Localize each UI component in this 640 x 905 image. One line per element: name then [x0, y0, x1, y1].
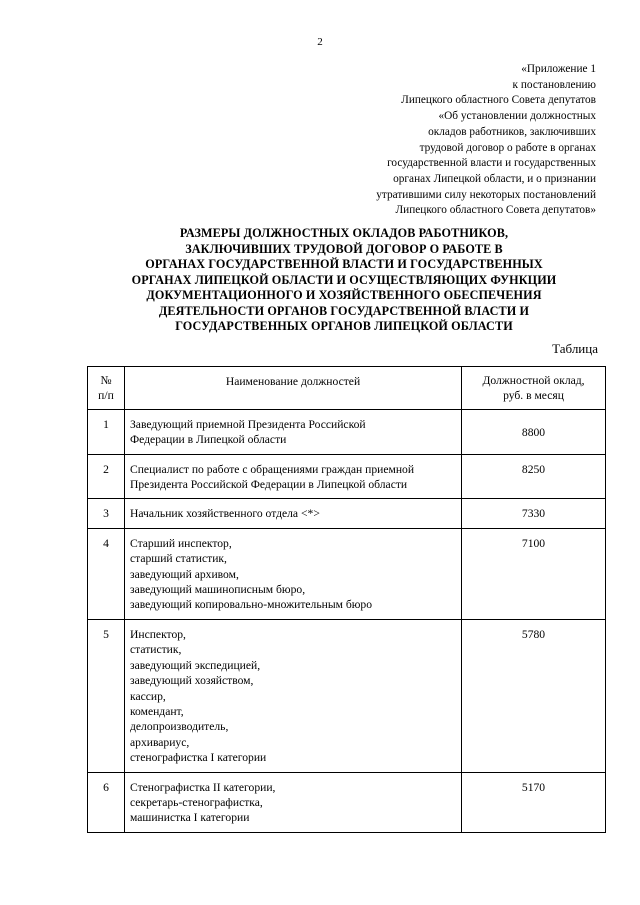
salary-table: [87, 366, 606, 833]
row-name-line: Инспектор,: [130, 627, 186, 641]
row-salary: 8800: [462, 409, 606, 454]
row-name-line: Старший инспектор,: [130, 536, 232, 550]
appendix-line: к постановлению: [512, 78, 596, 91]
table-header-row: [88, 367, 606, 410]
header-salary-line: руб. в месяц: [503, 389, 564, 403]
row-name-line: заведующий экспедицией,: [130, 658, 261, 672]
row-name: [125, 619, 462, 772]
title-line: ОРГАНАХ ЛИПЕЦКОЙ ОБЛАСТИ И ОСУЩЕСТВЛЯЮЩИХ ФУНКЦИИ: [131, 272, 557, 287]
row-name-line: стенографистка I категории: [130, 751, 267, 765]
header-name: [125, 367, 462, 410]
document-title: [88, 226, 600, 335]
row-name-line: секретарь-стенографистка,: [130, 795, 263, 809]
appendix-line: трудовой договор о работе в органах: [419, 141, 596, 154]
title-line: ГОСУДАРСТВЕННЫХ ОРГАНОВ ЛИПЕЦКОЙ ОБЛАСТИ: [175, 319, 513, 333]
table-row: [88, 772, 606, 832]
title-line: ОРГАНАХ ГОСУДАРСТВЕННОЙ ВЛАСТИ И ГОСУДАРСТВЕННЫХ: [145, 257, 543, 271]
row-num: 2: [88, 454, 125, 499]
row-name: [125, 528, 462, 619]
row-salary: 5170: [462, 772, 606, 832]
table-row: [88, 409, 606, 454]
row-name-line: старший статистик,: [130, 552, 227, 566]
table-row: [88, 499, 606, 528]
appendix-line: утратившими силу некоторых постановлений: [376, 188, 596, 201]
row-name-line: заведующий машинописным бюро,: [130, 583, 306, 597]
row-name: [125, 772, 462, 832]
appendix-line: «Приложение 1: [521, 63, 596, 75]
title-line: ЗАКЛЮЧИВШИХ ТРУДОВОЙ ДОГОВОР О РАБОТЕ В: [185, 241, 503, 256]
title-line: ДЕЯТЕЛЬНОСТИ ОРГАНОВ ГОСУДАРСТВЕННОЙ ВЛАСТИ И: [158, 303, 530, 318]
row-name-line: Специалист по работе с обращениями граждан приемной: [130, 462, 415, 476]
row-num: 5: [88, 619, 125, 772]
row-salary: 5780: [462, 619, 606, 772]
appendix-block: [296, 62, 596, 219]
row-name-line: заведующий копировально-множительным бюро: [130, 598, 372, 612]
header-name-text: Наименование должностей: [225, 375, 361, 388]
row-name-line: заведующий хозяйством,: [130, 674, 254, 688]
row-name-line: кассир,: [130, 689, 166, 703]
appendix-line: органах Липецкой области, и о признании: [393, 172, 596, 185]
row-name-line: заведующий архивом,: [130, 567, 239, 581]
row-salary: 7100: [462, 528, 606, 619]
table-row: [88, 528, 606, 619]
row-name-line: Президента Российской Федерации в Липецкой области: [130, 478, 408, 492]
row-num: 3: [88, 499, 125, 528]
row-name-line: Федерации в Липецкой области: [130, 433, 287, 447]
row-name-line: статистик,: [130, 643, 182, 657]
row-name-line: Стенографистка II категории,: [130, 780, 276, 794]
header-num-line: №: [100, 374, 112, 387]
header-num: [88, 367, 125, 410]
table-row: [88, 619, 606, 772]
row-name-line: Заведующий приемной Президента Российской: [130, 417, 366, 431]
table-caption: Таблица: [552, 341, 598, 356]
appendix-line: «Об установлении должностных: [438, 110, 596, 123]
page-number: 2: [317, 36, 323, 48]
appendix-line: Липецкого областного Совета депутатов: [401, 94, 596, 107]
row-name-line: архивариус,: [130, 735, 190, 749]
row-name-line: делопроизводитель,: [130, 720, 229, 734]
row-num: 1: [88, 409, 125, 454]
header-salary-line: Должностной оклад,: [482, 374, 585, 387]
row-salary: 8250: [462, 454, 606, 499]
appendix-line: Липецкого областного Совета депутатов»: [395, 204, 596, 217]
title-line: ДОКУМЕНТАЦИОННОГО И ХОЗЯЙСТВЕННОГО ОБЕСПЕЧЕНИЯ: [146, 288, 542, 302]
table-row: [88, 454, 606, 499]
title-line: РАЗМЕРЫ ДОЛЖНОСТНЫХ ОКЛАДОВ РАБОТНИКОВ,: [179, 226, 509, 240]
header-salary: [462, 367, 606, 410]
row-name: [125, 499, 462, 528]
row-name-line: комендант,: [130, 704, 184, 718]
row-name-line: машинистка I категории: [130, 811, 250, 825]
appendix-line: окладов работников, заключивших: [428, 125, 596, 138]
row-name: [125, 409, 462, 454]
row-salary: 7330: [462, 499, 606, 528]
header-num-line: п/п: [98, 389, 114, 403]
row-num: 4: [88, 528, 125, 619]
appendix-line: государственной власти и государственных: [387, 157, 596, 170]
row-num: 6: [88, 772, 125, 832]
row-name-line: Начальник хозяйственного отдела <*>: [130, 507, 320, 521]
row-name: [125, 454, 462, 499]
